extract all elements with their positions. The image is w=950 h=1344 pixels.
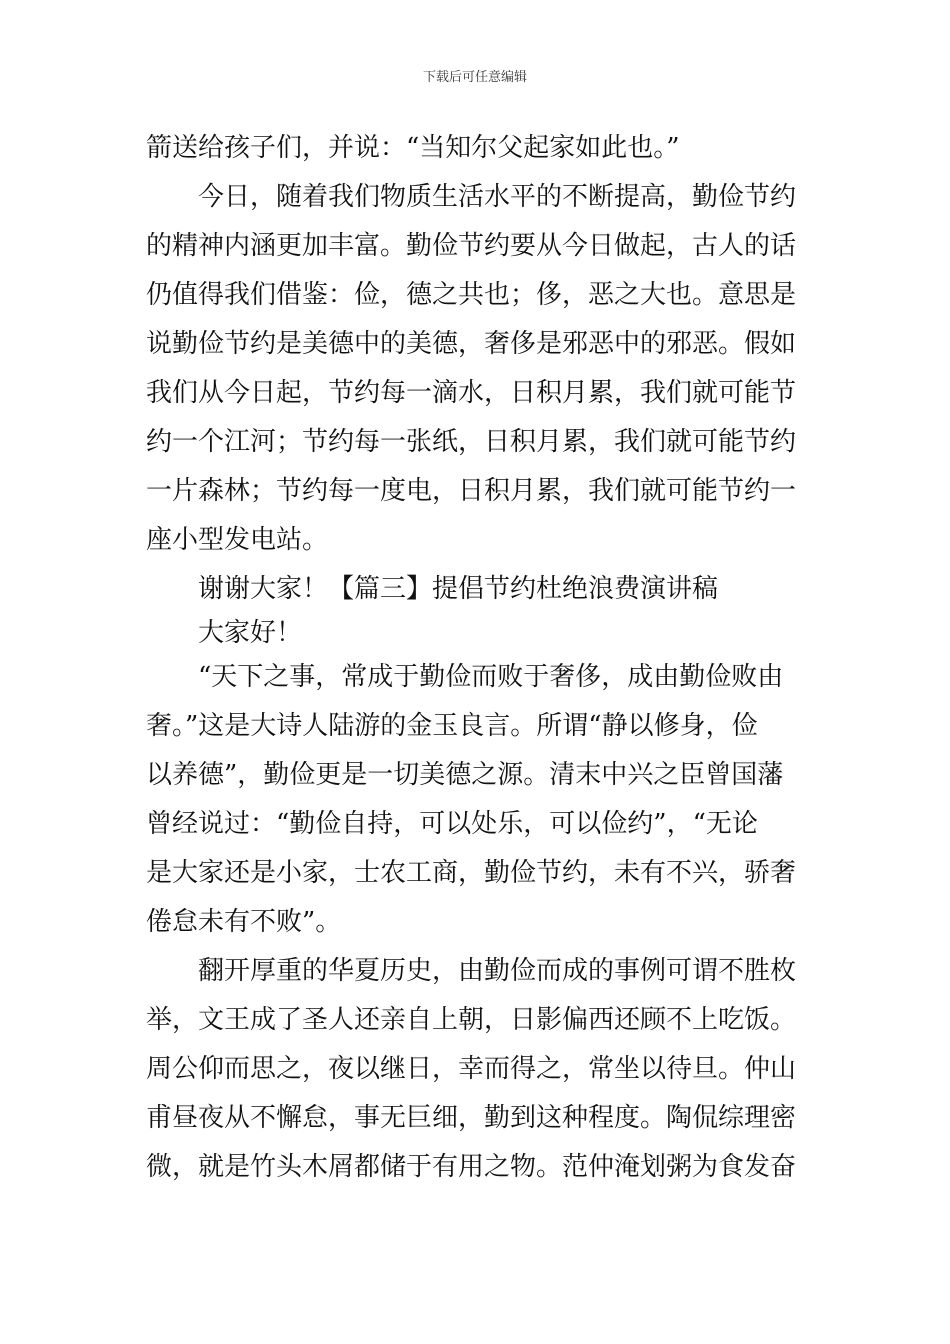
text-line: 奢。”这是大诗人陆游的金玉良言。所谓“静以修身，俭 [146,711,758,741]
text-line: 大家好！ [198,618,303,648]
text-line: 仍值得我们借鉴：俭，德之共也；侈，恶之大也。意思是 [146,280,797,310]
text-line: 倦怠未有不败”。 [146,907,342,937]
text-line: 微，就是竹头木屑都储于有用之物。范仲淹划粥为食发奋 [146,1152,797,1182]
text-line: 座小型发电站。 [146,525,329,555]
text-line: 举，文王成了圣人还亲自上朝，日影偏西还顾不上吃饭。 [146,1005,797,1035]
text-line: 谢谢大家！【篇三】提倡节约杜绝浪费演讲稿 [198,574,719,604]
text-line: 曾经说过：“勤俭自持，可以处乐，可以俭约”，“无论 [146,809,758,839]
text-line: 我们从今日起，节约每一滴水，日积月累，我们就可能节 [146,378,797,408]
text-line: 甫昼夜从不懈怠，事无巨细，勤到这种程度。陶侃综理密 [146,1103,797,1133]
text-line: 是大家还是小家，士农工商，勤俭节约，未有不兴，骄奢 [146,858,797,888]
text-line: 翻开厚重的华夏历史，由勤俭而成的事例可谓不胜枚 [198,956,797,986]
text-line: 一片森林；节约每一度电，日积月累，我们就可能节约一 [146,476,797,506]
text-line: 的精神内涵更加丰富。勤俭节约要从今日做起，古人的话 [146,231,797,261]
text-line: 箭送给孩子们，并说：“当知尔父起家如此也。” [146,133,680,163]
text-line: 今日，随着我们物质生活水平的不断提高，勤俭节约 [198,182,797,212]
text-line: 说勤俭节约是美德中的美德，奢侈是邪恶中的邪恶。假如 [146,329,797,359]
text-line: 周公仰而思之，夜以继日，幸而得之，常坐以待旦。仲山 [146,1054,797,1084]
page-header: 下载后可任意编辑 [422,70,527,85]
text-line: “天下之事，常成于勤俭而败于奢侈，成由勤俭败由 [198,662,784,692]
document-body [146,124,810,1192]
text-line: 以养德”，勤俭更是一切美德之源。清末中兴之臣曾国藩 [146,760,784,790]
text-line: 约一个江河；节约每一张纸，日积月累，我们就可能节约 [146,427,797,457]
